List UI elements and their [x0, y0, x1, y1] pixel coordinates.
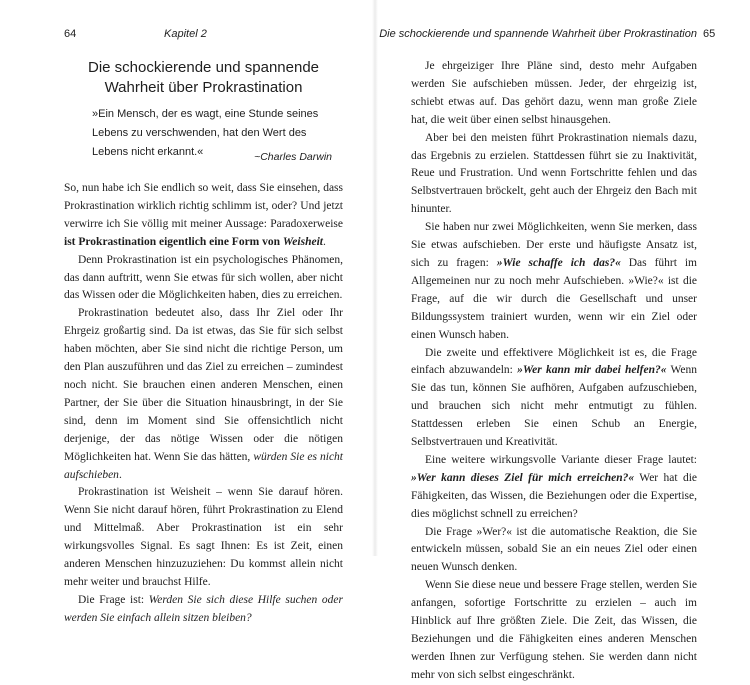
bold-italic-text: »Wer kann dieses Ziel für mich erreichen?«: [411, 471, 635, 484]
text-run: Die Frage ist:: [78, 593, 149, 606]
left-page: [0, 0, 375, 624]
paragraph: [64, 305, 343, 484]
text-run: Sie haben nur zwei Möglichkeiten, wenn Sie merken, dass Sie etwas aufschieben. Der erste und häufigste Ansatz ist, sich zu fragen:: [411, 221, 697, 269]
paragraph: [411, 452, 697, 524]
paragraph: Aber bei den meisten führt Prokrastination niemals dazu, das Ergebnis zu erzielen. Stattdessen führt sie zu Inaktivität, Reue und Frustration. Und wenn Fortschritte fehlen und das Selbstvertrauen bröckelt, geht auch der Ehrgeiz den Bach mit hinunter.: [411, 131, 697, 216]
text-run: Wer hat die Fähigkeiten, das Wissen, die Beziehungen oder die Expertise, dies möglichst schnell zu erreichen?: [411, 471, 697, 520]
right-page-number: 65: [703, 28, 716, 40]
left-page-number: 64: [64, 28, 77, 40]
right-running-header: [379, 26, 716, 42]
paragraph: [411, 345, 697, 452]
epigraph-author: ~Charles Darwin: [254, 151, 332, 163]
paragraph: [64, 180, 343, 252]
bold-italic-text: »Wie schaffe ich das?«: [496, 256, 621, 269]
text-run: Die zweite und effektivere Möglichkeit ist es, die Frage einfach abzuwandeln:: [411, 346, 697, 377]
paragraph: Prokrastination ist Weisheit – wenn Sie darauf hören. Wenn Sie nicht darauf hören, führt Prokrastination zu Elend und Mittelmaß. Aber Prokrastination ist ein sehr wirkungsvolles Signal. Es sagt Ihnen: Es ist Zeit, einen anderen Menschen hinzuzuziehen: Du kommst allein nicht mehr weiter und brauchst Hilfe.: [64, 486, 343, 588]
text-run: So, nun habe ich Sie endlich so weit, dass Sie einsehen, dass Prokrastination wirklich richtig schlimm ist, oder? Und jetzt verwirre ich Sie völlig mit meiner Aussage: Paradoxerweise: [64, 182, 343, 230]
paragraph: Je ehrgeiziger Ihre Pläne sind, desto mehr Aufgaben werden Sie aufschieben müssen. Jeder, der ehrgeizig ist, schiebt etwas auf. Das gehört dazu, wenn man große Ziele hat, die weit über einen selbst hinausgehen.: [411, 60, 697, 126]
right-page: [375, 0, 750, 681]
right-body-text: [411, 58, 697, 685]
left-running-header: [64, 26, 343, 42]
bold-italic-text: »Wer kann mir dabei helfen?«: [517, 364, 667, 377]
text-run: .: [322, 235, 326, 248]
text-run: Eine weitere wirkungsvolle Variante dieser Frage lautet:: [425, 453, 697, 466]
paragraph: [64, 592, 343, 628]
paragraph: Wenn Sie diese neue und bessere Frage stellen, werden Sie anfangen, sofortige Fortschritte zu erzielen – auch im Hinblick auf Ihre größten Ziele. Die Zeit, das Wissen, die Beziehungen und die Fähigkeiten eines anderen Menschen werden Ihnen zur Verfügung stehen. Sie werden dann nicht mehr von sich selbst eingeschränkt.: [411, 579, 697, 681]
chapter-title-line-2: Wahrheit über Prokrastination: [104, 79, 303, 96]
italic-text: würden Sie es nicht aufschieben: [64, 450, 343, 481]
left-body-text: [64, 180, 343, 628]
text-run: Das führt im Allgemeinen nur zu noch mehr Aufschieben. »Wie?« ist die Frage, auf die wir durch die Gesellschaft und unser Bildungssystem trainiert wurden, wenn wir ein Ziel oder einen Wunsch haben.: [411, 256, 697, 341]
paragraph: Die Frage »Wer?« ist die automatische Reaktion, die Sie entwickeln müssen, sobald Sie an ein neues Ziel oder einen neuen Wunsch denken.: [411, 525, 697, 574]
right-header-chapter: Die schockierende und spannende Wahrheit über Prokrastination: [379, 28, 697, 40]
italic-text: Werden Sie sich diese Hilfe suchen oder werden Sie einfach allein sitzen bleiben?: [64, 593, 343, 624]
paragraph: Denn Prokrastination ist ein psychologisches Phänomen, das dann auftritt, wenn Sie etwas für sich wollen, aber nicht das Wissen oder die Möglichkeiten haben, dies zu erreichen.: [64, 253, 343, 302]
bold-text: ist Prokrastination eigentlich eine Form von: [64, 235, 283, 248]
left-header-chapter: Kapitel 2: [164, 28, 207, 40]
chapter-title: [64, 58, 343, 98]
chapter-title-line-1: Die schockierende und spannende: [88, 59, 319, 76]
bold-italic-text: Weisheit: [282, 235, 323, 248]
text-run: Wenn Sie das tun, können Sie aufhören, Aufgaben aufzuschieben, und brauchen sich nicht mehr entmutigt zu fühlen. Stattdessen erleben Sie einen Schub an Energie, Selbstvertrauen und Kreativität.: [411, 364, 697, 449]
text-run: Prokrastination bedeutet also, dass Ihr Ziel oder Ihr Ehrgeiz großartig sind. Da ist etwas, das Sie für sich selbst haben möchten, aber Sie sind nicht die richtige Person, um den Plan auszuführen und das Ziel zu erreichen – zumindest noch nicht. Sie brauchen einen anderen Menschen, einen Partner, der Sie über die Situation hinausbringt, in der Sie sind, denn im Moment sind Sie offensichtlich nicht derjenige, der das nötige Wissen oder die nötigen Möglichkeiten hat. Wenn Sie das hätten,: [64, 307, 343, 463]
paragraph: [411, 219, 697, 344]
epigraph-quote: »Ein Mensch, der es wagt, eine Stunde seines Lebens zu verschwenden, hat den Wert des Lebens nicht erkannt.«: [92, 108, 319, 158]
text-run: .: [118, 468, 122, 481]
